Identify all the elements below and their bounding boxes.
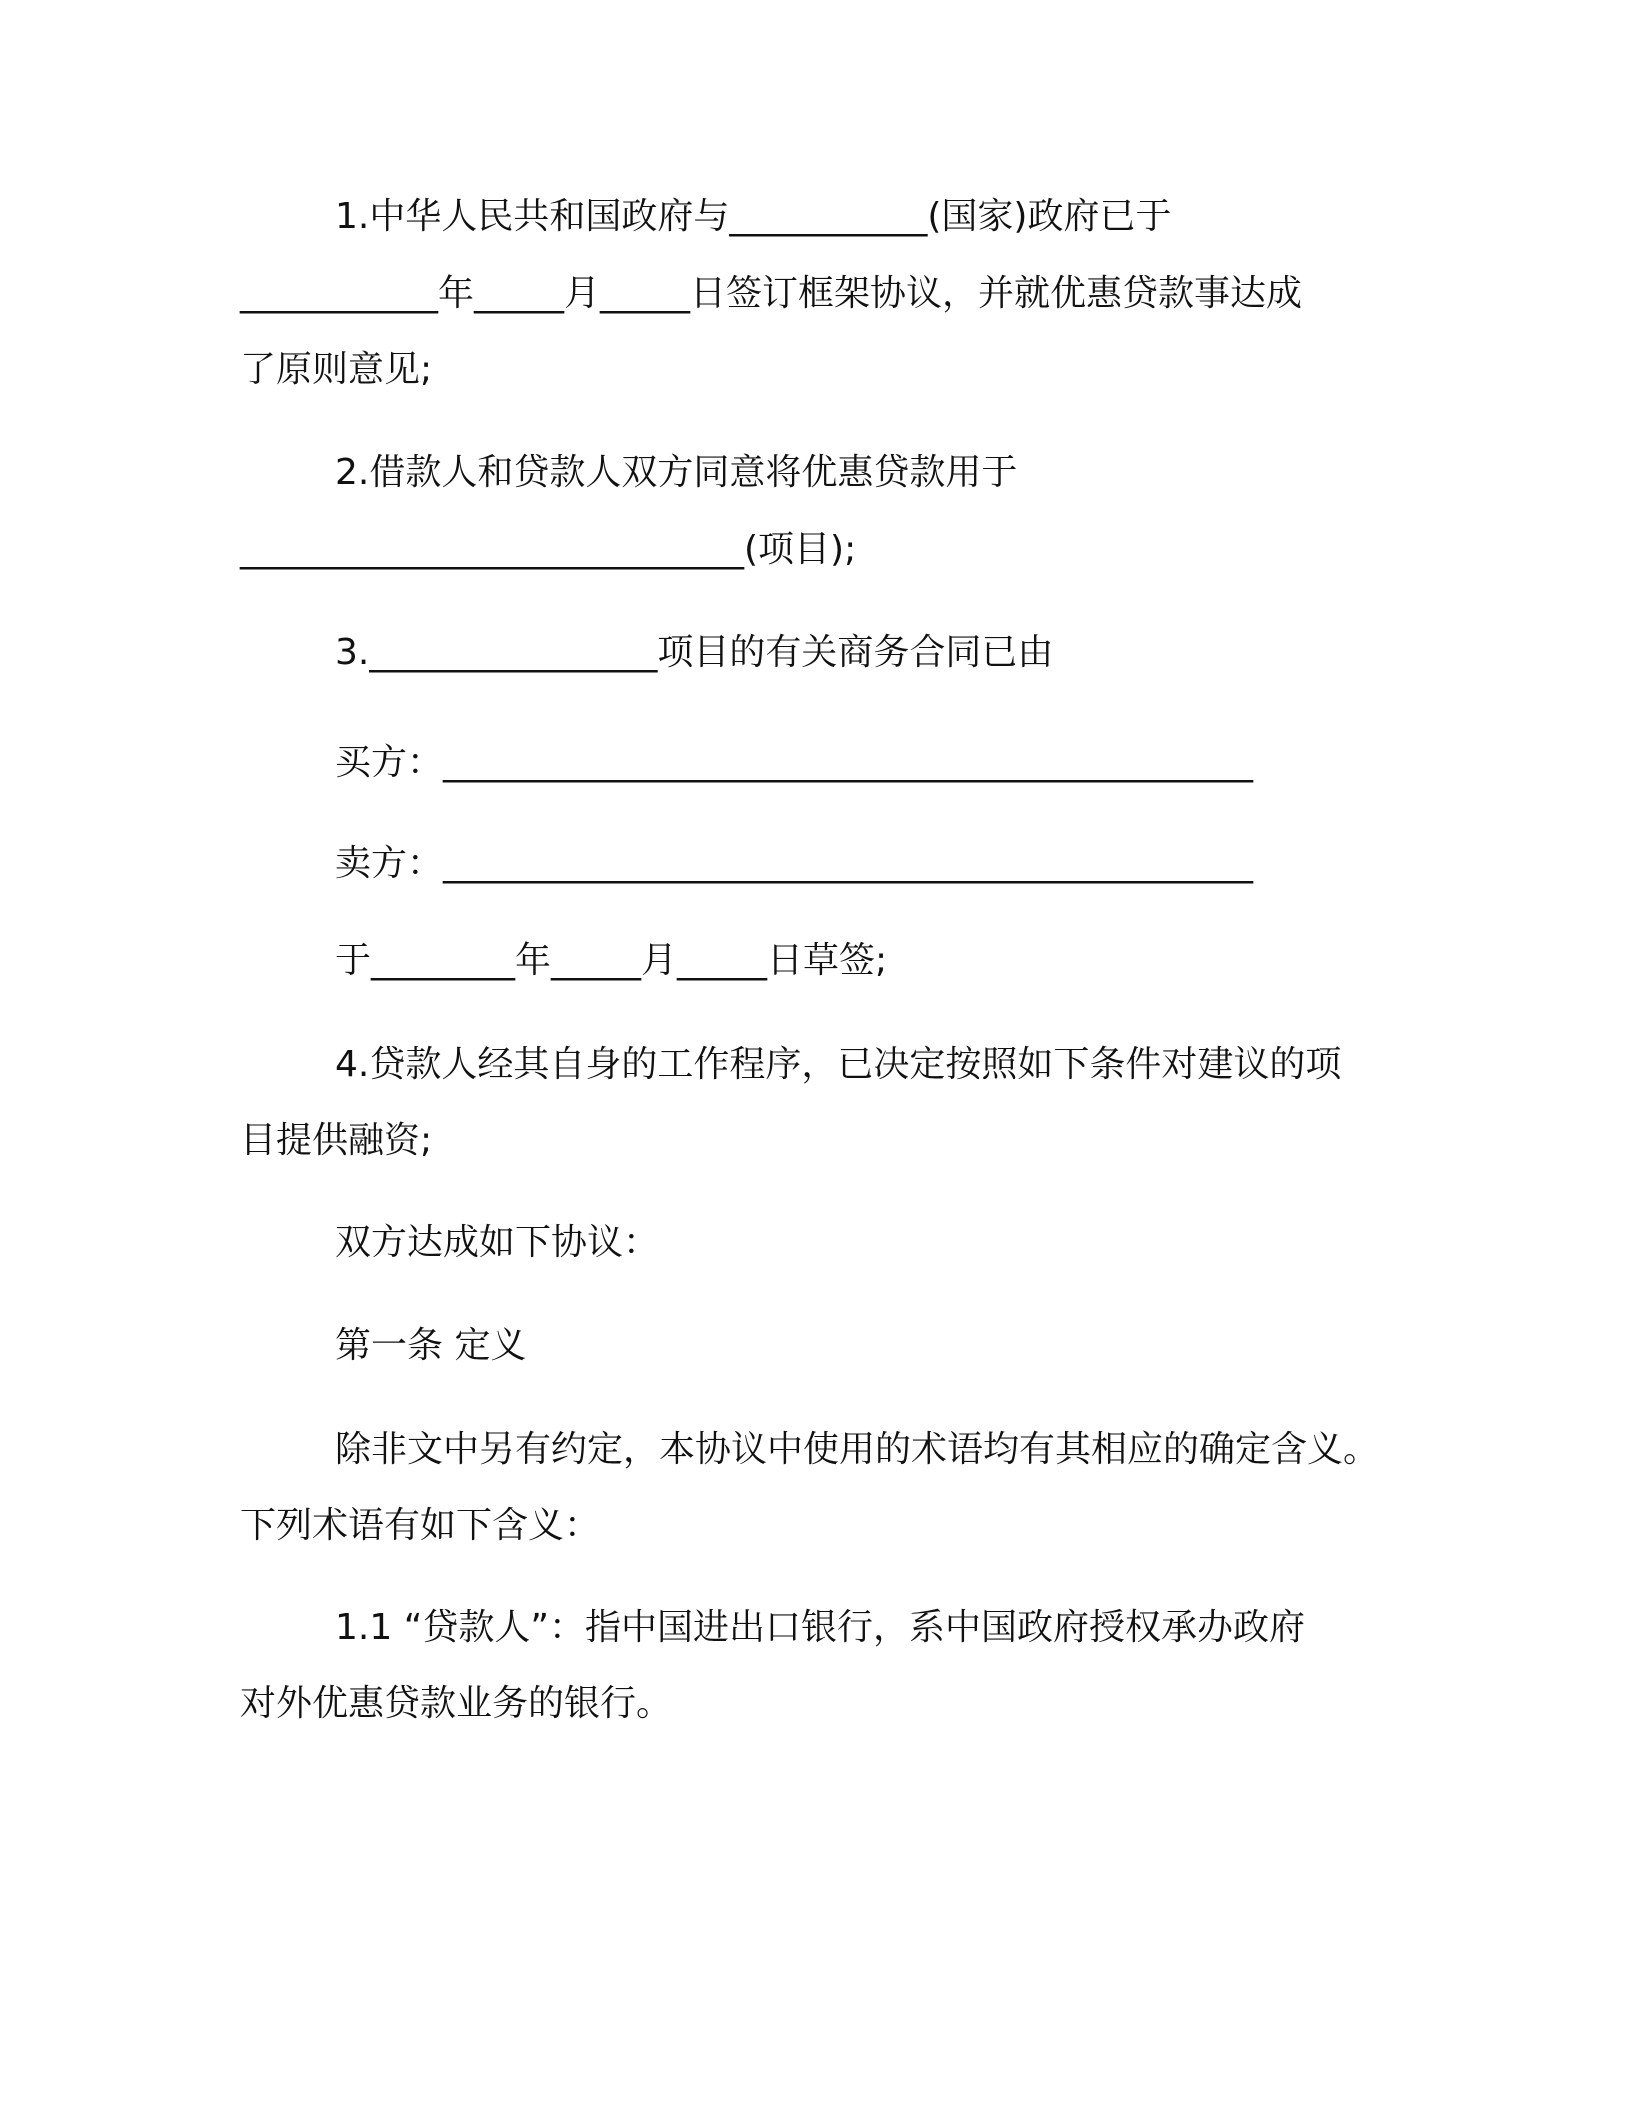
seller-line: 卖方：_____________________________________________ <box>335 843 1254 884</box>
definition-intro-line-2: 下列术语有如下含义： <box>240 1505 601 1546</box>
buyer-line: 买方：_____________________________________________ <box>335 742 1254 783</box>
clause-1-line-2: ___________年_____月_____日签订框架协议，并就优惠贷款事达成 <box>240 273 1303 314</box>
signing-date-line: 于________年_____月_____日草签; <box>335 940 888 981</box>
definition-1-1-line-1: 1.1 “贷款人”：指中国进出口银行，系中国政府授权承办政府 <box>335 1607 1305 1648</box>
article-1-heading: 第一条 定义 <box>335 1325 527 1366</box>
clause-4-line-2: 目提供融资; <box>240 1120 433 1161</box>
clause-4-line-1: 4.贷款人经其自身的工作程序，已决定按照如下条件对建议的项 <box>335 1044 1342 1085</box>
clause-3-line-1: 3.________________项目的有关商务合同已由 <box>335 632 1054 673</box>
clause-1-line-1: 1.中华人民共和国政府与___________(国家)政府已于 <box>335 196 1172 237</box>
definition-1-1-line-2: 对外优惠贷款业务的银行。 <box>240 1683 673 1724</box>
clause-2-line-2: ____________________________(项目); <box>240 529 857 570</box>
agreement-intro: 双方达成如下协议： <box>335 1222 660 1263</box>
definition-intro-line-1: 除非文中另有约定，本协议中使用的术语均有其相应的确定含义。 <box>335 1429 1380 1470</box>
clause-2-line-1: 2.借款人和贷款人双方同意将优惠贷款用于 <box>335 452 1018 493</box>
clause-1-line-3: 了原则意见; <box>240 349 433 390</box>
